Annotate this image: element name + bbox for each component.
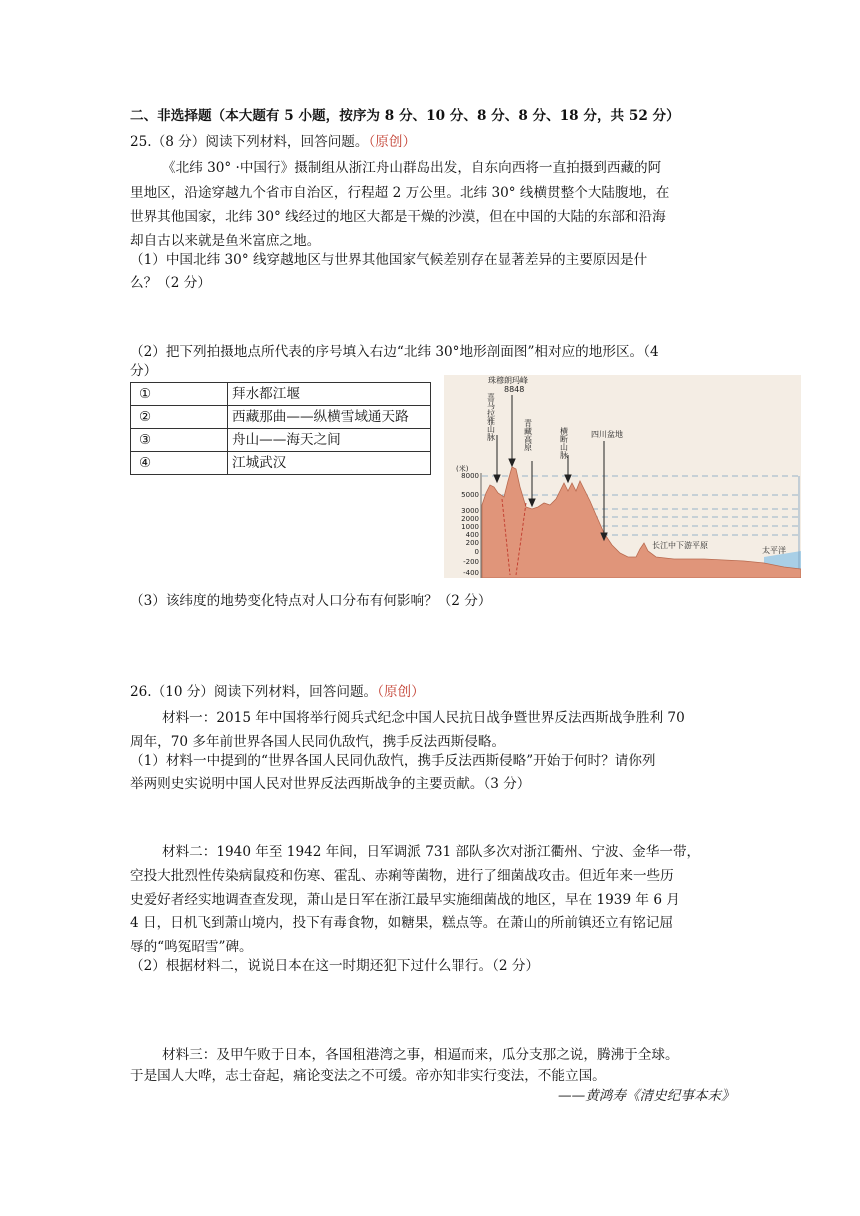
original-tag: （原创） (377, 684, 425, 700)
hengduan-label: 横断山脉 (559, 427, 569, 459)
peak-height-label: 8848 (504, 385, 525, 394)
y-tick-label: -200 (463, 558, 479, 566)
sichuan-label: 四川盆地 (591, 430, 623, 439)
peak-label: 珠穆朗玛峰 (488, 376, 528, 385)
q26-material-2: 4 日，日机飞到萧山境内，投下有毒食物，如糖果，糕点等。在萧山的所前镇还立有铭记屈 (130, 915, 674, 931)
q25-q2: （2）把下列拍摄地点所代表的序号填入右边“北纬 30°地形剖面图”相对应的地形区。（4 (130, 344, 659, 360)
y-axis-unit: (米) (456, 465, 469, 473)
y-tick-label: 400 (465, 531, 479, 539)
changjiang-label: 长江中下游平原 (652, 541, 708, 550)
q25-title-text: 25.（8 分）阅读下列材料，回答问题。 (130, 134, 369, 150)
table-num: ① (131, 383, 228, 406)
q26-title (130, 680, 742, 704)
qingzang-label: 青藏高原 (523, 419, 533, 451)
y-tick-label: 200 (465, 539, 479, 547)
table-place: 拜水都江堰 (228, 383, 431, 406)
q26-material-2: 空投大批烈性传染病鼠疫和伤寒、霍乱、赤痢等菌物，进行了细菌战攻击。但近年来一些历 (130, 868, 674, 884)
pacific-label: 太平洋 (762, 546, 786, 555)
q25-q1: （1）中国北纬 30° 线穿越地区与世界其他国家气候差别存在显著差异的主要原因是什 (130, 252, 648, 268)
table-row (131, 429, 431, 452)
section-header: 二、非选择题（本大题有 5 小题，按序为 8 分、10 分、8 分、8 分、18 分，共 52 分） (130, 108, 680, 124)
y-tick-label: 5000 (461, 491, 479, 499)
y-tick-label: 8000 (461, 472, 479, 480)
table-place: 西藏那曲——纵横雪域通天路 (228, 406, 431, 429)
q25-q2: 分） (130, 363, 158, 379)
q26-material-1: 周年，70 多年前世界各国人民同仇敌忾，携手反法西斯侵略。 (130, 734, 506, 750)
y-tick-label: 2000 (461, 515, 479, 523)
table-row (131, 452, 431, 475)
q26-material-3: 材料三：及甲午败于日本，各国租港湾之事，相逼而来，瓜分支那之说，腾沸于全球。 (162, 1047, 679, 1063)
q26-q1: （1）材料一中提到的“世界各国人民同仇敌忾，携手反法西斯侵略”开始于何时？请你列 (130, 753, 656, 769)
q26-material-3-source: ——黄鸿寿《清史纪事本末》 (558, 1088, 735, 1104)
y-tick-label: -400 (463, 569, 479, 577)
q25-passage-line: 世界其他国家，北纬 30° 线经过的地区大都是干燥的沙漠，但在中国的大陆的东部和沿海 (130, 209, 666, 225)
himalaya-label: 喜马拉雅山脉 (486, 393, 496, 441)
q25-passage-line: 却自古以来就是鱼米富庶之地。 (130, 233, 321, 249)
table-place: 舟山——海天之间 (228, 429, 431, 452)
original-tag: （原创） (368, 134, 417, 150)
q26-title-text: 26.（10 分）阅读下列材料，回答问题。 (130, 684, 378, 700)
table-num: ④ (131, 452, 228, 475)
q26-material-2: 材料二：1940 年至 1942 年间，日军调派 731 部队多次对浙江衢州、宁波、金华一带， (162, 844, 701, 860)
q26-q2: （2）根据材料二，说说日本在这一时期还犯下过什么罪行。（2 分） (130, 958, 540, 974)
table-row (131, 406, 431, 429)
q25-passage-line: 《北纬 30° ·中国行》摄制组从浙江舟山群岛出发，自东向西将一直拍摄到西藏的阿 (162, 160, 662, 176)
table-place: 江城武汉 (228, 452, 431, 475)
location-table (130, 382, 431, 475)
q26-material-1: 材料一：2015 年中国将举行阅兵式纪念中国人民抗日战争暨世界反法西斯战争胜利 70 (162, 710, 685, 726)
q26-q1: 举两则史实说明中国人民对世界反法西斯战争的主要贡献。（3 分） (130, 776, 531, 792)
q26-material-2: 史爱好者经实地调查查发现，萧山是日军在浙江最早实施细菌战的地区，早在 1939 年 6 月 (130, 892, 680, 908)
q25-passage-line: 里地区，沿途穿越九个省市自治区，行程超 2 万公里。北纬 30° 线横贯整个大陆腹地，在 (130, 185, 670, 201)
y-tick-label: 3000 (461, 507, 479, 515)
table-num: ② (131, 406, 228, 429)
y-tick-label: 1000 (461, 523, 479, 531)
q25-title (130, 130, 742, 154)
q26-material-3: 于是国人大哗，志士奋起，痛论变法之不可缓。帝亦知非实行变法，不能立国。 (130, 1068, 606, 1084)
q26-material-2: 辱的“鸣冤昭雪”碑。 (130, 939, 253, 955)
y-tick-label: 0 (474, 548, 479, 556)
table-num: ③ (131, 429, 228, 452)
terrain-profile-diagram (444, 375, 801, 578)
q25-q3: （3）该纬度的地势变化特点对人口分布有何影响？（2 分） (130, 593, 492, 609)
q25-q1: 么？（2 分） (130, 275, 211, 291)
table-row (131, 383, 431, 406)
